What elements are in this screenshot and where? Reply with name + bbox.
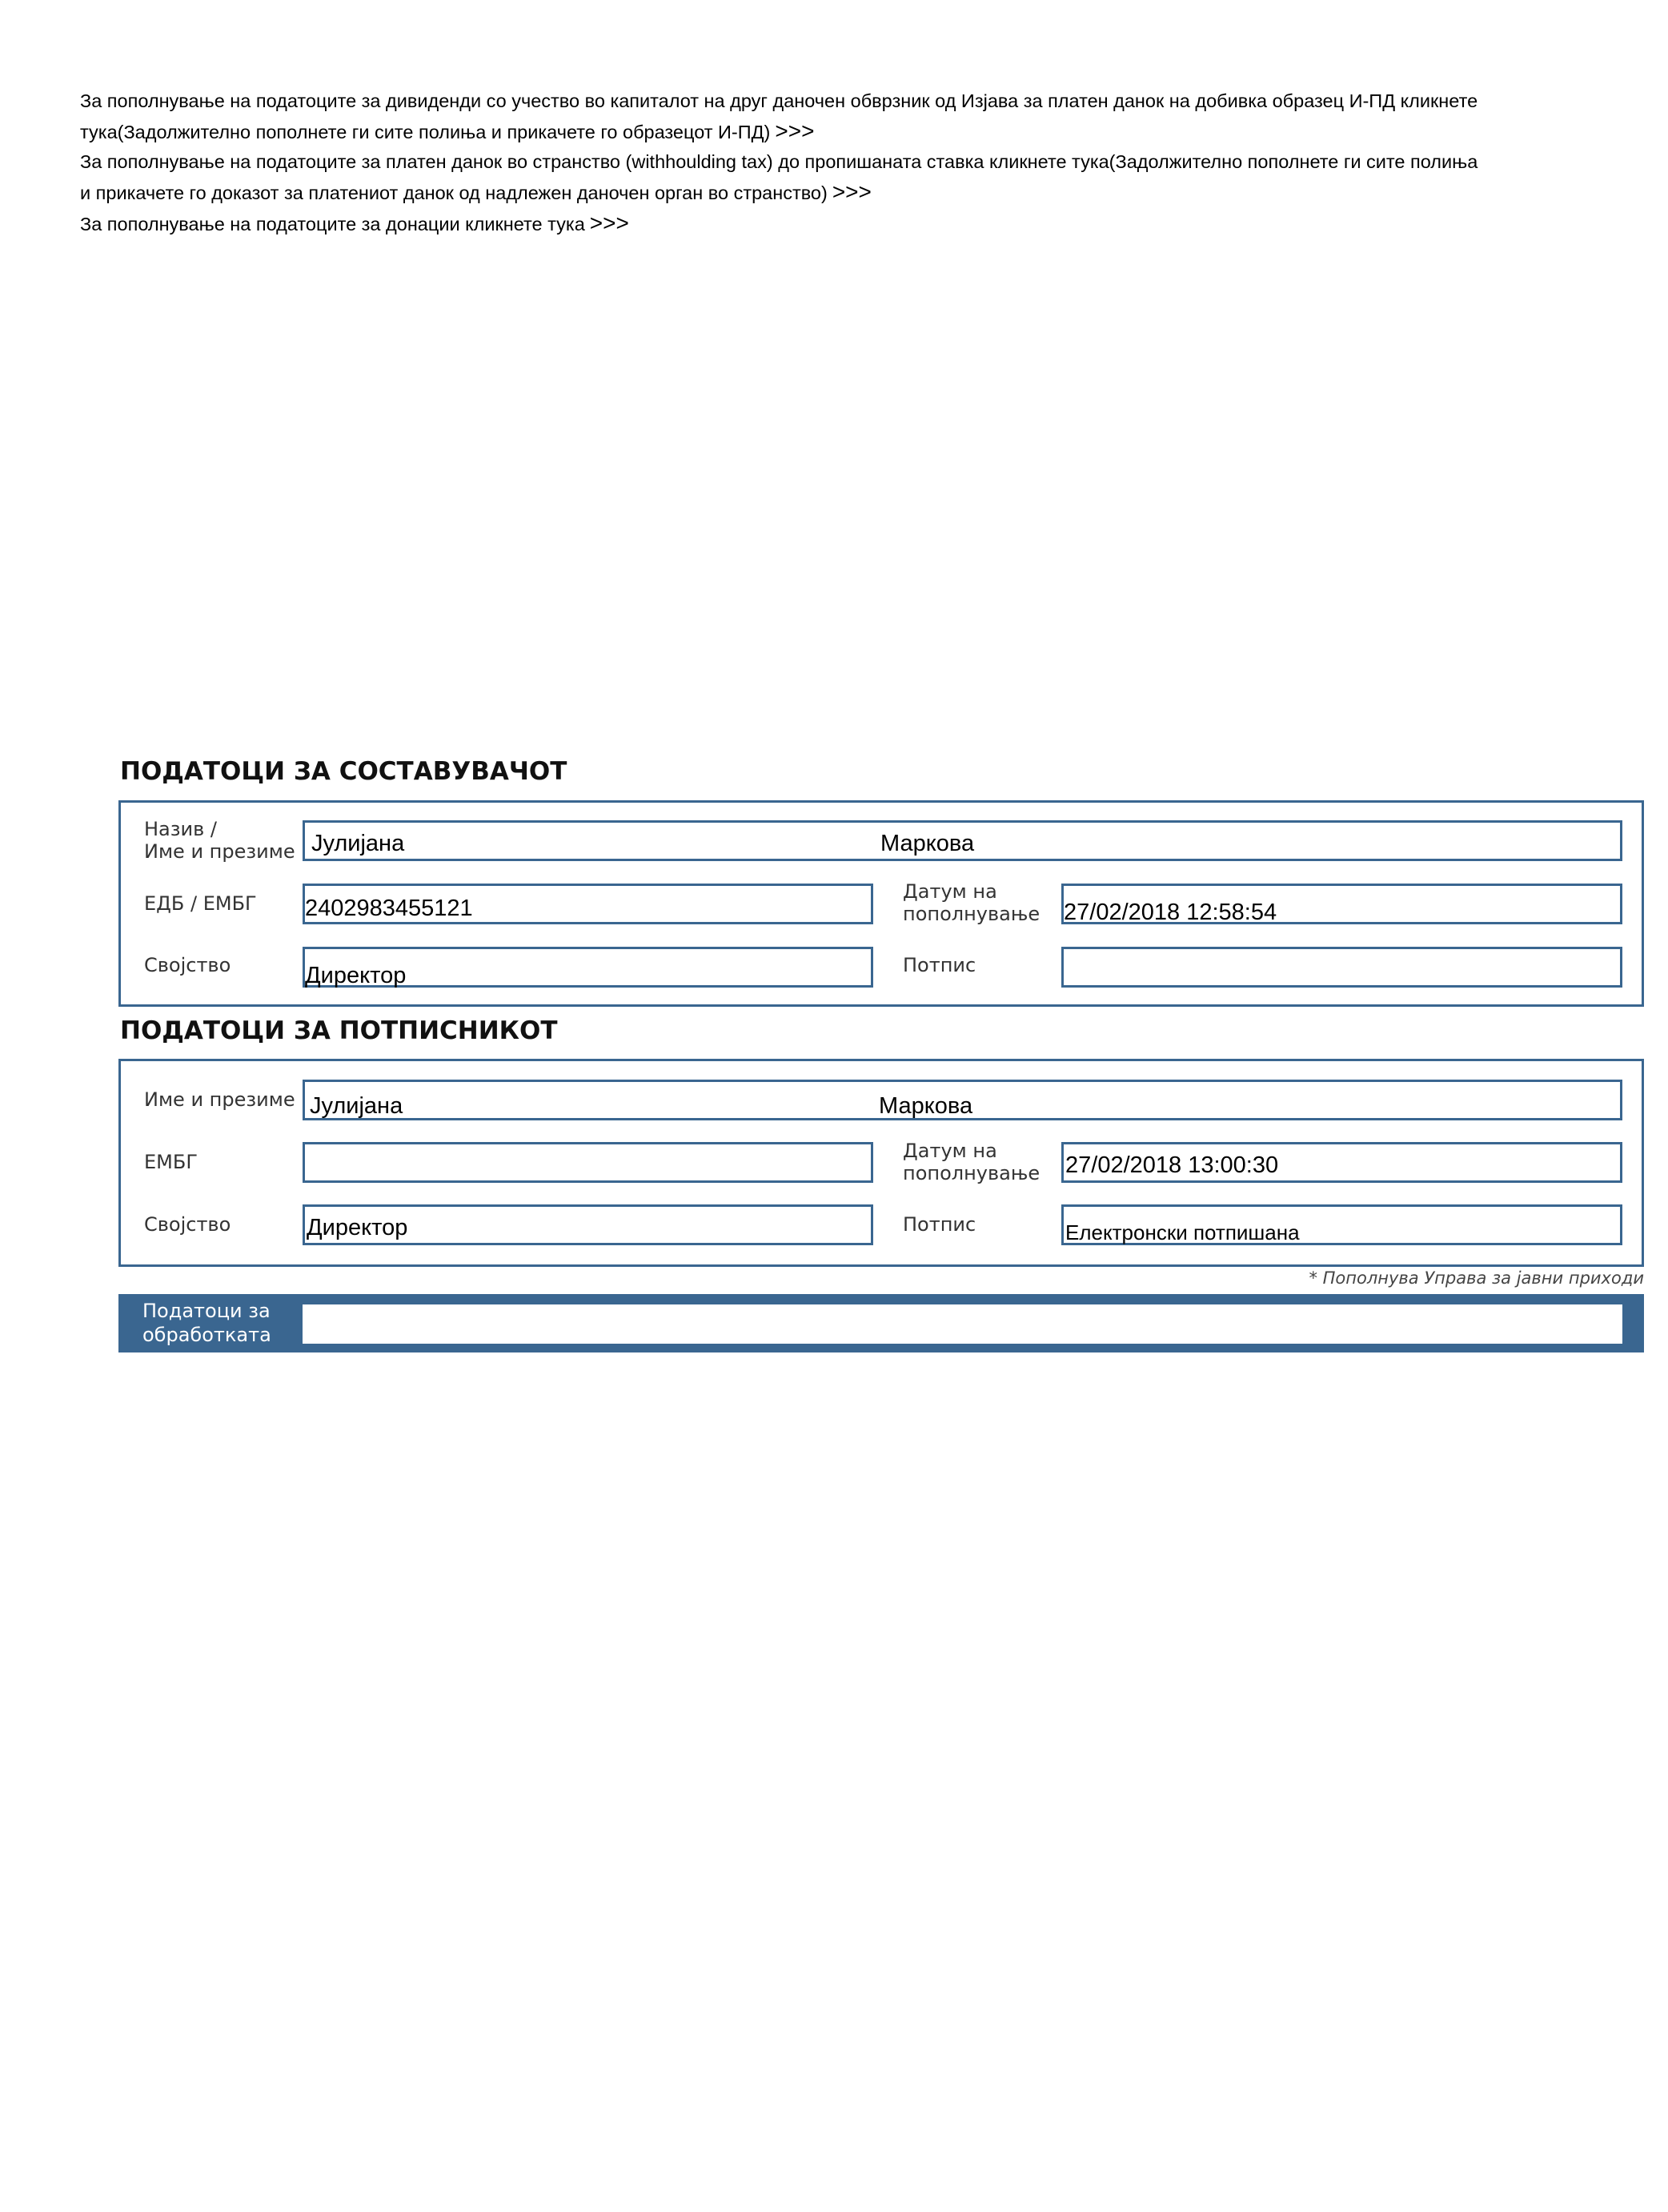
composer-date-field[interactable]: 27/02/2018 12:58:54 <box>1061 884 1622 924</box>
composer-role-field[interactable]: Директор <box>303 947 873 988</box>
composer-last-name: Маркова <box>880 831 975 856</box>
composer-id-label: ЕДБ / ЕМБГ <box>144 892 257 915</box>
intro-links <box>80 86 1601 239</box>
composer-signature-label: Потпис <box>903 954 976 976</box>
composer-signature-field[interactable] <box>1061 947 1622 988</box>
signatory-id-label: ЕМБГ <box>144 1151 198 1173</box>
footnote: * Пополнува Управа за јавни приходи <box>1309 1268 1644 1288</box>
signatory-date-label: Датум на пополнување <box>903 1140 1040 1184</box>
composer-name-field[interactable] <box>303 820 1622 861</box>
dividends-link[interactable]: >>> <box>775 118 815 143</box>
intro-line-5: За пополнување на податоците за донации кликнете тука >>> <box>80 210 629 235</box>
signatory-signature-field[interactable]: Електронски потпишана <box>1061 1204 1622 1245</box>
signatory-section-title: ПОДАТОЦИ ЗА ПОТПИСНИКОТ <box>120 1016 558 1045</box>
processing-label: Податоци за обработката <box>142 1300 271 1346</box>
composer-name-label: Назив / Име и презиме <box>144 818 295 863</box>
processing-bar <box>118 1294 1644 1352</box>
signatory-date-field[interactable]: 27/02/2018 13:00:30 <box>1061 1142 1622 1183</box>
signatory-last-name: Маркова <box>879 1093 973 1119</box>
signatory-id-field[interactable] <box>303 1142 873 1183</box>
intro-line-1: За пополнување на податоците за дивиденди со учество во капиталот на друг даночен обврзник од Изјава за платен данок на добивка образец И-ПД кликнете <box>80 90 1478 111</box>
withholding-tax-link[interactable]: >>> <box>832 179 872 204</box>
signatory-first-name: Јулијана <box>310 1093 403 1119</box>
intro-line-3: За пополнување на податоците за платен данок во странство (withhoulding tax) до пропишаната ставка кликнете тука(Задолжително пополнете ги сите полиња <box>80 151 1478 172</box>
composer-date-label: Датум на пополнување <box>903 880 1040 925</box>
intro-line-2: тука(Задолжително пополнете ги сите полиња и прикачете го образецот И-ПД) >>> <box>80 118 815 143</box>
signatory-name-field[interactable] <box>303 1080 1622 1120</box>
signatory-name-label: Име и презиме <box>144 1088 295 1111</box>
composer-role-label: Својство <box>144 954 231 976</box>
processing-field[interactable] <box>303 1304 1622 1344</box>
composer-id-field[interactable]: 2402983455121 <box>303 884 873 924</box>
composer-first-name: Јулијана <box>311 831 405 856</box>
intro-line-4: и прикачете го доказот за платениот данок од надлежен даночен орган во странство) >>> <box>80 179 872 204</box>
composer-section-title: ПОДАТОЦИ ЗА СОСТАВУВАЧОТ <box>120 757 567 786</box>
signatory-role-field[interactable]: Директор <box>303 1204 873 1245</box>
donations-link[interactable]: >>> <box>589 210 629 235</box>
signatory-signature-label: Потпис <box>903 1213 976 1236</box>
signatory-role-label: Својство <box>144 1213 231 1236</box>
